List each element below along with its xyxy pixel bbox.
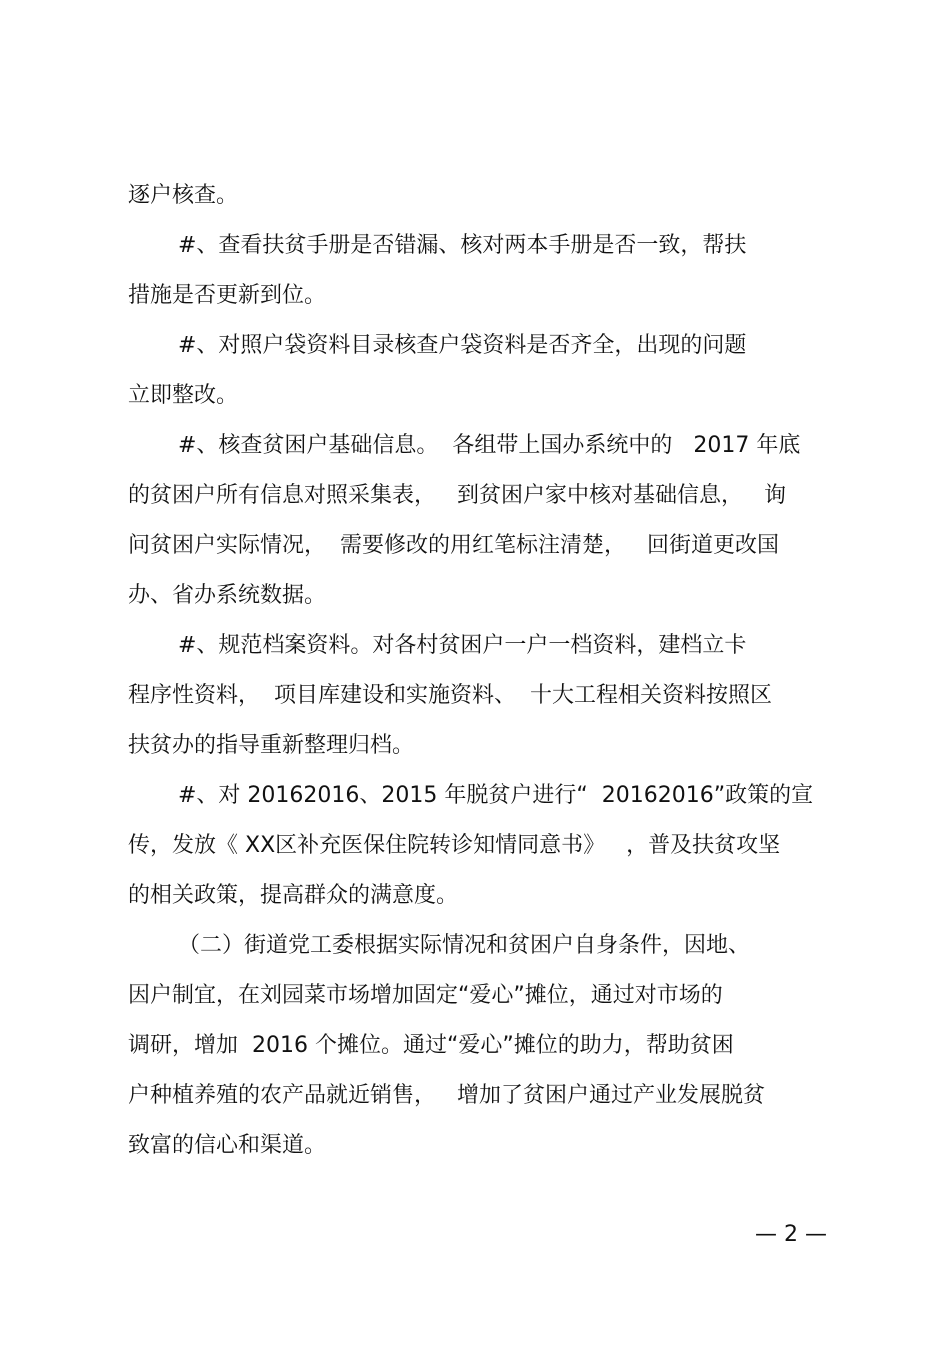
text-line: #、规范档案资料。对各村贫困户一户一档资料，建档立卡 (178, 633, 747, 658)
text-line: 的相关政策，提高群众的满意度。 (128, 883, 459, 908)
text-line: 逐户核查。 (128, 183, 239, 208)
text-line: #、查看扶贫手册是否错漏、核对两本手册是否一致，帮扶 (178, 233, 747, 258)
text-line: （二）街道党工委根据实际情况和贫困户自身条件，因地、 (178, 933, 751, 958)
page-number: — 2 — (755, 1222, 827, 1247)
text-line: #、核查贫困户基础信息。 各组带上国办系统中的 2017 年底 (178, 433, 801, 458)
text-line: #、对 20162016、2015 年脱贫户进行“ 20162016”政策的宣 (178, 783, 814, 808)
text-line: 因户制宜，在刘园菜市场增加固定“爱心”摊位，通过对市场的 (128, 983, 723, 1008)
text-line: 问贫困户实际情况， 需要修改的用红笔标注清楚， 回街道更改国 (128, 533, 779, 558)
text-line: 扶贫办的指导重新整理归档。 (128, 733, 415, 758)
text-line: 调研，增加 2016 个摊位。通过“爱心”摊位的助力，帮助贫困 (128, 1033, 734, 1058)
text-line: 传，发放《 XX区补充医保住院转诊知情同意书》 ，普及扶贫攻坚 (128, 833, 781, 858)
text-line: 办、省办系统数据。 (128, 583, 327, 608)
text-line: 致富的信心和渠道。 (128, 1133, 327, 1158)
text-line: 立即整改。 (128, 383, 239, 408)
text-line: 措施是否更新到位。 (128, 283, 327, 308)
text-line: #、对照户袋资料目录核查户袋资料是否齐全，出现的问题 (178, 333, 747, 358)
text-line: 户种植养殖的农产品就近销售， 增加了贫困户通过产业发展脱贫 (128, 1083, 765, 1108)
text-line: 程序性资料， 项目库建设和实施资料、 十大工程相关资料按照区 (128, 683, 772, 708)
text-line: 的贫困户所有信息对照采集表， 到贫困户家中核对基础信息， 询 (128, 483, 786, 508)
